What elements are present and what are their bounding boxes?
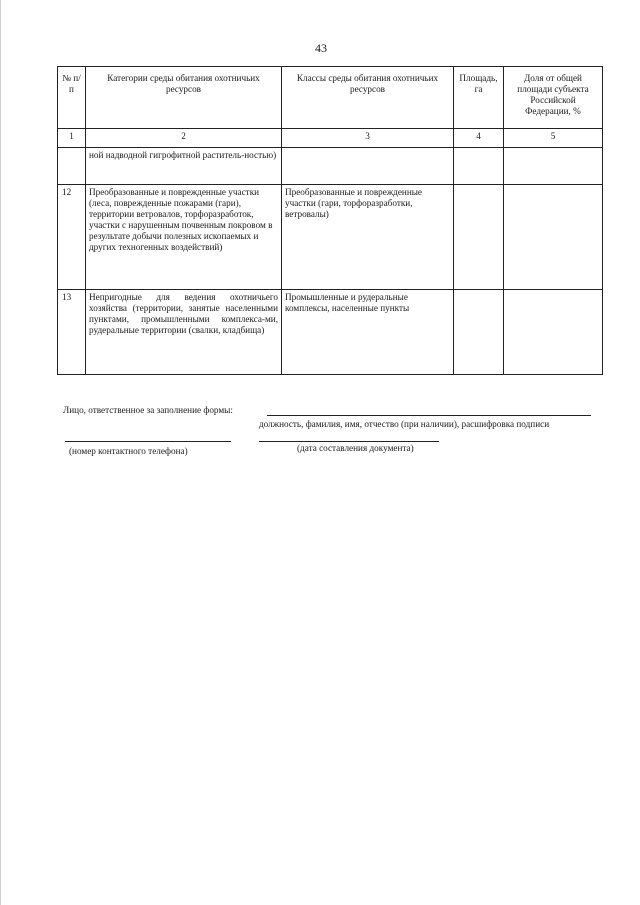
- position-signature-line: [267, 415, 591, 416]
- signature-section: [1, 0, 640, 905]
- date-line: [259, 441, 439, 442]
- column-index: 2: [86, 129, 282, 148]
- column-index: 3: [282, 129, 454, 148]
- responsible-person-label: Лицо, ответственное за заполнение формы:: [63, 405, 233, 415]
- row-number: 12: [58, 185, 86, 290]
- phone-caption: (номер контактного телефона): [69, 446, 188, 456]
- header-area: Площадь, га: [454, 67, 504, 129]
- row-category: Непригодные для ведения охотничьего хозяйства (территории, занятые населенными пунктами, промышленными комплекса-ми, рудеральные территории (свалки, кладбища): [86, 290, 282, 375]
- position-caption: должность, фамилия, имя, отчество (при наличии), расшифровка подписи: [259, 419, 550, 429]
- column-index: 1: [58, 129, 86, 148]
- column-index: 4: [454, 129, 504, 148]
- page-number: 43: [315, 41, 327, 55]
- header-category: Категории среды обитания охотничьих ресурсов: [86, 67, 282, 129]
- header-share: Доля от общей площади субъекта Российской Федерации, %: [504, 67, 603, 129]
- row-class: Промышленные и рудеральные комплексы, населенные пункты: [282, 290, 454, 375]
- phone-line: [65, 441, 231, 442]
- row-class: Преобразованные и поврежденные участки (гари, торфоразработки, ветровалы): [282, 185, 454, 290]
- header-class: Классы среды обитания охотничьих ресурсов: [282, 67, 454, 129]
- row-category: ной надводной гигрофитной раститель-ностью): [86, 148, 282, 185]
- header-number: № п/п: [58, 67, 86, 129]
- column-index: 5: [504, 129, 603, 148]
- row-number: 13: [58, 290, 86, 375]
- date-caption: (дата составления документа): [297, 443, 414, 453]
- row-category: Преобразованные и поврежденные участки (леса, поврежденные пожарами (гари), территории ветровалов, торфоразработок, участки с нарушенным почвенным покровом в результате добычи полезных ископаемых и других техногенных воздействий): [86, 185, 282, 290]
